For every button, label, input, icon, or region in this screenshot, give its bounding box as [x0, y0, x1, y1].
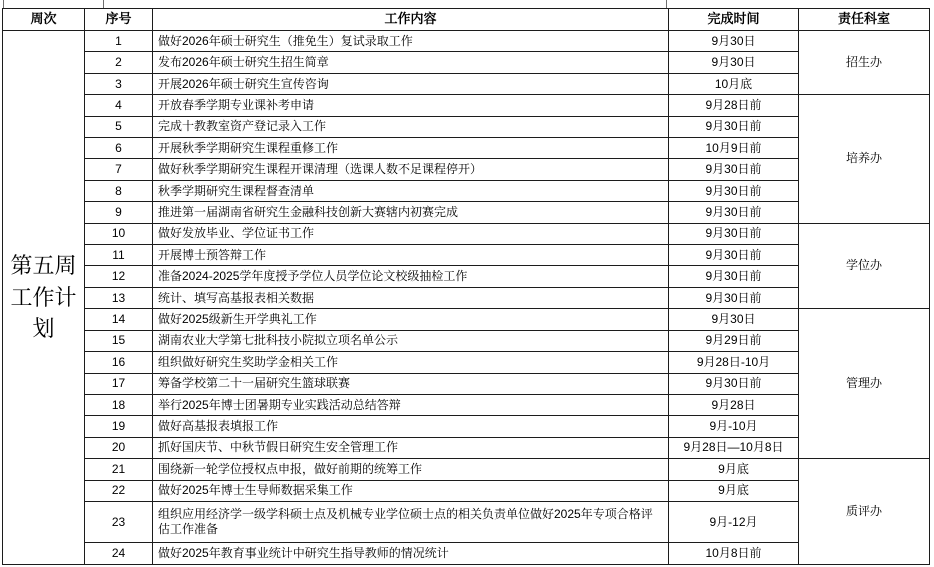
header-dept: 责任科室 — [799, 9, 930, 31]
week-cell: 第五周工作计划 — [3, 31, 85, 565]
row-number-cell: 11 — [85, 245, 153, 266]
time-cell: 9月底 — [669, 459, 799, 480]
table-row — [3, 309, 930, 330]
row-number-cell: 3 — [85, 73, 153, 94]
table-row — [3, 352, 930, 373]
time-cell: 9月底 — [669, 480, 799, 501]
row-number-cell: 16 — [85, 352, 153, 373]
table-row — [3, 266, 930, 287]
header-no: 序号 — [85, 9, 153, 31]
header-week: 周次 — [3, 9, 85, 31]
task-cell: 做好2025级新生开学典礼工作 — [153, 309, 669, 330]
time-cell: 10月8日前 — [669, 543, 799, 565]
task-cell: 组织应用经济学一级学科硕士点及机械专业学位硕士点的相关负责单位做好2025年专项合格评估工作准备 — [153, 501, 669, 542]
row-number-cell: 15 — [85, 330, 153, 351]
time-cell: 9月30日前 — [669, 180, 799, 201]
time-cell: 9月30日前 — [669, 266, 799, 287]
row-number-cell: 4 — [85, 95, 153, 116]
table-row — [3, 416, 930, 437]
time-cell: 9月30日 — [669, 31, 799, 52]
header-row — [3, 9, 930, 31]
task-cell: 做好高基报表填报工作 — [153, 416, 669, 437]
table-row — [3, 287, 930, 308]
row-number-cell: 19 — [85, 416, 153, 437]
table-row — [3, 501, 930, 542]
table-row — [3, 394, 930, 415]
table-row — [3, 245, 930, 266]
table-row — [3, 480, 930, 501]
time-cell: 9月30日前 — [669, 202, 799, 223]
task-cell: 做好2025年博士生导师数据采集工作 — [153, 480, 669, 501]
task-cell: 湖南农业大学第七批科技小院拟立项名单公示 — [153, 330, 669, 351]
table-row — [3, 31, 930, 52]
row-number-cell: 24 — [85, 543, 153, 565]
table-row — [3, 459, 930, 480]
time-cell: 10月底 — [669, 73, 799, 94]
remnant-gridline — [3, 0, 4, 8]
task-cell: 秋季学期研究生课程督查清单 — [153, 180, 669, 201]
row-number-cell: 12 — [85, 266, 153, 287]
table-row — [3, 437, 930, 458]
row-number-cell: 21 — [85, 459, 153, 480]
row-number-cell: 9 — [85, 202, 153, 223]
task-cell: 准备2024-2025学年度授予学位人员学位论文校级抽检工作 — [153, 266, 669, 287]
row-number-cell: 6 — [85, 138, 153, 159]
task-cell: 开展博士预答辩工作 — [153, 245, 669, 266]
table-row — [3, 180, 930, 201]
time-cell: 9月30日前 — [669, 373, 799, 394]
row-number-cell: 13 — [85, 287, 153, 308]
row-number-cell: 2 — [85, 52, 153, 73]
table-row — [3, 73, 930, 94]
department-cell: 招生办 — [799, 31, 930, 95]
row-number-cell: 22 — [85, 480, 153, 501]
department-cell: 培养办 — [799, 95, 930, 223]
row-number-cell: 18 — [85, 394, 153, 415]
row-number-cell: 23 — [85, 501, 153, 542]
time-cell: 9月30日前 — [669, 245, 799, 266]
task-cell: 组织做好研究生奖助学金相关工作 — [153, 352, 669, 373]
time-cell: 9月30日 — [669, 52, 799, 73]
time-cell: 9月30日前 — [669, 159, 799, 180]
time-cell: 9月28日 — [669, 394, 799, 415]
time-cell: 9月28日—10月8日 — [669, 437, 799, 458]
department-cell: 管理办 — [799, 309, 930, 459]
table-row — [3, 223, 930, 244]
row-number-cell: 1 — [85, 31, 153, 52]
table-row — [3, 116, 930, 137]
task-cell: 做好2025年教育事业统计中研究生指导教师的情况统计 — [153, 543, 669, 565]
table-row — [3, 52, 930, 73]
row-number-cell: 8 — [85, 180, 153, 201]
task-cell: 筹备学校第二十一届研究生篮球联赛 — [153, 373, 669, 394]
task-cell: 做好发放毕业、学位证书工作 — [153, 223, 669, 244]
time-cell: 9月30日前 — [669, 287, 799, 308]
task-cell: 统计、填写高基报表相关数据 — [153, 287, 669, 308]
row-number-cell: 10 — [85, 223, 153, 244]
table-row — [3, 330, 930, 351]
row-number-cell: 20 — [85, 437, 153, 458]
row-number-cell: 7 — [85, 159, 153, 180]
task-cell: 完成十教教室资产登记录入工作 — [153, 116, 669, 137]
table-row — [3, 543, 930, 565]
task-cell: 抓好国庆节、中秋节假日研究生安全管理工作 — [153, 437, 669, 458]
task-cell: 举行2025年博士团暑期专业实践活动总结答辩 — [153, 394, 669, 415]
header-time: 完成时间 — [669, 9, 799, 31]
task-cell: 开展秋季学期研究生课程重修工作 — [153, 138, 669, 159]
remnant-gridline — [666, 0, 667, 8]
header-task: 工作内容 — [153, 9, 669, 31]
remnant-gridline — [103, 0, 104, 8]
table-row — [3, 159, 930, 180]
time-cell: 9月28日前 — [669, 95, 799, 116]
task-cell: 开放春季学期专业课补考申请 — [153, 95, 669, 116]
department-cell: 质评办 — [799, 459, 930, 565]
time-cell: 9月-10月 — [669, 416, 799, 437]
task-cell: 推进第一届湖南省研究生金融科技创新大赛辖内初赛完成 — [153, 202, 669, 223]
row-number-cell: 5 — [85, 116, 153, 137]
time-cell: 9月30日前 — [669, 116, 799, 137]
task-cell: 做好秋季学期研究生课程开课清理（选课人数不足课程停开） — [153, 159, 669, 180]
time-cell: 9月30日 — [669, 309, 799, 330]
task-cell: 做好2026年硕士研究生（推免生）复试录取工作 — [153, 31, 669, 52]
row-number-cell: 17 — [85, 373, 153, 394]
time-cell: 9月-12月 — [669, 501, 799, 542]
work-plan-table — [2, 8, 930, 565]
task-cell: 开展2026年硕士研究生宣传咨询 — [153, 73, 669, 94]
time-cell: 9月29日前 — [669, 330, 799, 351]
table-row — [3, 202, 930, 223]
table-row — [3, 138, 930, 159]
table-row — [3, 95, 930, 116]
row-number-cell: 14 — [85, 309, 153, 330]
task-cell: 围绕新一轮学位授权点申报，做好前期的统筹工作 — [153, 459, 669, 480]
time-cell: 9月28日-10月 — [669, 352, 799, 373]
time-cell: 9月30日前 — [669, 223, 799, 244]
department-cell: 学位办 — [799, 223, 930, 309]
table-row — [3, 373, 930, 394]
task-cell: 发布2026年硕士研究生招生简章 — [153, 52, 669, 73]
time-cell: 10月9日前 — [669, 138, 799, 159]
